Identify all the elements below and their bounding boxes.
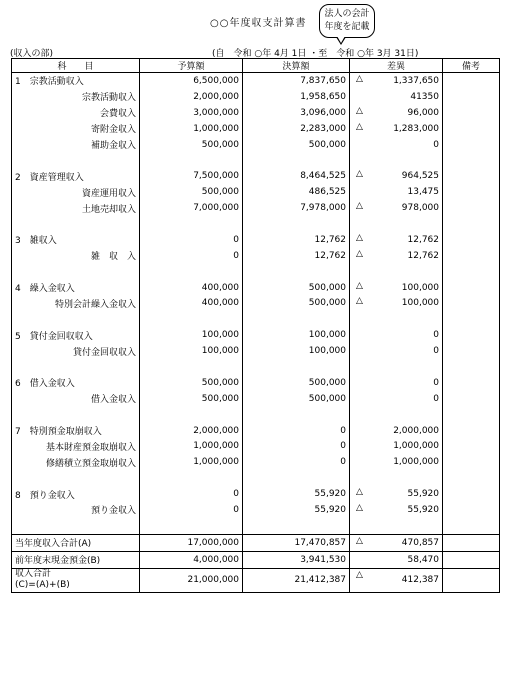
difference-value: 1,283,000 [393, 123, 439, 134]
table-row [12, 248, 500, 264]
row-label-line-2: (C)=(A)+(B) [15, 580, 70, 591]
empty-cell [443, 152, 500, 168]
actual-cell: 55,920 [243, 486, 350, 502]
difference-value: 1,000,000 [393, 441, 439, 452]
blank-row [12, 216, 500, 232]
empty-cell [350, 359, 443, 375]
empty-cell [443, 216, 500, 232]
actual-cell: 500,000 [243, 375, 350, 391]
actual-cell: 3,941,530 [243, 551, 350, 568]
empty-cell [243, 407, 350, 423]
actual-cell: 500,000 [243, 137, 350, 153]
difference-cell [350, 327, 443, 343]
row-label: 8 預り金収入 [12, 486, 140, 502]
actual-cell: 2,283,000 [243, 121, 350, 137]
table-row [12, 343, 500, 359]
table-row [12, 438, 500, 454]
difference-value: 58,470 [407, 554, 439, 565]
actual-cell: 500,000 [243, 391, 350, 407]
actual-cell: 100,000 [243, 343, 350, 359]
budget-cell: 0 [140, 232, 243, 248]
empty-cell [350, 518, 443, 534]
budget-cell: 17,000,000 [140, 534, 243, 551]
remarks-cell [443, 375, 500, 391]
actual-cell: 3,096,000 [243, 105, 350, 121]
header-budget: 予算額 [140, 59, 243, 73]
header-actual: 決算額 [243, 59, 350, 73]
callout-pointer-fill [337, 36, 345, 43]
empty-cell [443, 470, 500, 486]
remarks-cell [443, 295, 500, 311]
difference-value: 0 [433, 377, 439, 388]
difference-value: 12,762 [407, 234, 439, 245]
difference-cell [350, 454, 443, 470]
table-row [12, 534, 500, 551]
actual-cell: 21,412,387 [243, 568, 350, 592]
difference-value: 96,000 [407, 107, 439, 118]
difference-value: 0 [433, 346, 439, 357]
header-remarks: 備考 [443, 59, 500, 73]
actual-cell: 17,470,857 [243, 534, 350, 551]
row-label: 1 宗教活動収入 [12, 73, 140, 89]
row-label: 特別会計繰入金収入 [12, 295, 140, 311]
negative-marker: △ [356, 280, 363, 291]
remarks-cell [443, 200, 500, 216]
actual-cell: 55,920 [243, 502, 350, 518]
table-row [12, 295, 500, 311]
empty-cell [443, 407, 500, 423]
blank-row [12, 359, 500, 375]
empty-cell [243, 359, 350, 375]
annotation-callout [319, 4, 375, 38]
empty-cell [12, 264, 140, 280]
blank-row [12, 152, 500, 168]
remarks-cell [443, 248, 500, 264]
budget-cell: 0 [140, 248, 243, 264]
budget-cell: 3,000,000 [140, 105, 243, 121]
actual-cell: 0 [243, 454, 350, 470]
empty-cell [443, 359, 500, 375]
empty-cell [350, 470, 443, 486]
negative-marker: △ [356, 232, 363, 243]
difference-cell [350, 551, 443, 568]
difference-cell [350, 486, 443, 502]
callout-line-1: 法人の会計 [324, 9, 370, 19]
empty-cell [12, 152, 140, 168]
budget-cell: 6,500,000 [140, 73, 243, 89]
actual-cell: 7,837,650 [243, 73, 350, 89]
difference-cell [350, 343, 443, 359]
row-label: 会費収入 [12, 105, 140, 121]
empty-cell [12, 216, 140, 232]
negative-marker: △ [356, 121, 363, 132]
difference-value: 100,000 [401, 282, 439, 293]
budget-cell: 0 [140, 502, 243, 518]
row-label: 資産運用収入 [12, 184, 140, 200]
remarks-cell [443, 502, 500, 518]
blank-row [12, 407, 500, 423]
difference-cell [350, 534, 443, 551]
empty-cell [350, 264, 443, 280]
table-row [12, 423, 500, 439]
row-label: 宗教活動収入 [12, 89, 140, 105]
difference-cell [350, 232, 443, 248]
difference-value: 55,920 [407, 489, 439, 500]
budget-cell: 1,000,000 [140, 438, 243, 454]
budget-cell: 21,000,000 [140, 568, 243, 592]
income-statement-table [11, 58, 500, 593]
callout-line-2: 年度を記載 [324, 22, 370, 32]
empty-cell [12, 407, 140, 423]
actual-cell: 8,464,525 [243, 168, 350, 184]
row-label: 3 雑収入 [12, 232, 140, 248]
remarks-cell [443, 423, 500, 439]
row-label: 2 資産管理収入 [12, 168, 140, 184]
difference-value: 2,000,000 [393, 425, 439, 436]
remarks-cell [443, 454, 500, 470]
empty-cell [12, 359, 140, 375]
row-label: 5 貸付金回収収入 [12, 327, 140, 343]
empty-cell [140, 311, 243, 327]
difference-cell [350, 105, 443, 121]
difference-cell [350, 200, 443, 216]
difference-value: 0 [433, 393, 439, 404]
negative-marker: △ [356, 169, 363, 180]
difference-value: 0 [433, 139, 439, 150]
remarks-cell [443, 343, 500, 359]
remarks-cell [443, 568, 500, 592]
difference-cell [350, 568, 443, 592]
table-row [12, 327, 500, 343]
row-label: 6 借入金収入 [12, 375, 140, 391]
actual-cell: 500,000 [243, 280, 350, 296]
row-label: 当年度収入合計(A) [12, 534, 140, 551]
budget-cell: 7,500,000 [140, 168, 243, 184]
difference-cell [350, 280, 443, 296]
difference-value: 100,000 [401, 298, 439, 309]
empty-cell [140, 359, 243, 375]
difference-value: 978,000 [401, 203, 439, 214]
negative-marker: △ [356, 296, 363, 307]
table-row [12, 200, 500, 216]
budget-cell: 2,000,000 [140, 89, 243, 105]
remarks-cell [443, 168, 500, 184]
row-label: 前年度末現金預金(B) [12, 551, 140, 568]
row-label: 補助金収入 [12, 137, 140, 153]
difference-cell [350, 391, 443, 407]
empty-cell [350, 216, 443, 232]
difference-cell [350, 375, 443, 391]
budget-cell: 1,000,000 [140, 121, 243, 137]
table-row [12, 105, 500, 121]
negative-marker: △ [356, 201, 363, 212]
budget-cell: 100,000 [140, 343, 243, 359]
empty-cell [350, 407, 443, 423]
negative-marker: △ [356, 569, 363, 580]
difference-value: 41350 [410, 91, 439, 102]
blank-row [12, 311, 500, 327]
fiscal-period: (自 令和 ○年 4月 1日 ・至 令和 ○年 3月 31日) [212, 49, 419, 59]
actual-cell: 486,525 [243, 184, 350, 200]
empty-cell [443, 518, 500, 534]
remarks-cell [443, 105, 500, 121]
budget-cell: 400,000 [140, 280, 243, 296]
actual-cell: 100,000 [243, 327, 350, 343]
header-item: 科 目 [12, 59, 140, 73]
actual-cell: 12,762 [243, 248, 350, 264]
negative-marker: △ [356, 248, 363, 259]
row-label: 基本財産預金取崩収入 [12, 438, 140, 454]
remarks-cell [443, 280, 500, 296]
difference-cell [350, 295, 443, 311]
row-label: 預り金収入 [12, 502, 140, 518]
remarks-cell [443, 121, 500, 137]
actual-cell: 0 [243, 438, 350, 454]
empty-cell [12, 311, 140, 327]
blank-row [12, 470, 500, 486]
remarks-cell [443, 73, 500, 89]
remarks-cell [443, 391, 500, 407]
difference-value: 1,000,000 [393, 457, 439, 468]
row-label: 7 特別預金取崩収入 [12, 423, 140, 439]
table-row [12, 168, 500, 184]
budget-cell: 100,000 [140, 327, 243, 343]
budget-cell: 1,000,000 [140, 454, 243, 470]
difference-cell [350, 137, 443, 153]
negative-marker: △ [356, 503, 363, 514]
table-row [12, 568, 500, 592]
table-row [12, 137, 500, 153]
table-row [12, 184, 500, 200]
difference-cell [350, 121, 443, 137]
actual-cell: 500,000 [243, 295, 350, 311]
difference-cell [350, 89, 443, 105]
difference-cell [350, 184, 443, 200]
empty-cell [243, 518, 350, 534]
negative-marker: △ [356, 487, 363, 498]
row-label: 4 繰入金収入 [12, 280, 140, 296]
table-row [12, 375, 500, 391]
remarks-cell [443, 184, 500, 200]
remarks-cell [443, 534, 500, 551]
row-label [12, 568, 140, 592]
empty-cell [12, 518, 140, 534]
difference-cell [350, 168, 443, 184]
document-title: ○○年度収支計算書 [210, 18, 307, 29]
row-label: 貸付金回収収入 [12, 343, 140, 359]
budget-cell: 2,000,000 [140, 423, 243, 439]
empty-cell [140, 470, 243, 486]
table-row [12, 502, 500, 518]
remarks-cell [443, 551, 500, 568]
table-body [12, 73, 500, 593]
negative-marker: △ [356, 535, 363, 546]
empty-cell [140, 518, 243, 534]
budget-cell: 4,000,000 [140, 551, 243, 568]
header-difference: 差異 [350, 59, 443, 73]
row-label: 借入金収入 [12, 391, 140, 407]
empty-cell [243, 311, 350, 327]
blank-row [12, 264, 500, 280]
budget-cell: 500,000 [140, 184, 243, 200]
difference-cell [350, 423, 443, 439]
remarks-cell [443, 232, 500, 248]
difference-cell [350, 502, 443, 518]
table-row [12, 391, 500, 407]
empty-cell [243, 216, 350, 232]
row-label: 土地売却収入 [12, 200, 140, 216]
table-row [12, 486, 500, 502]
row-label: 雑 収 入 [12, 248, 140, 264]
remarks-cell [443, 89, 500, 105]
remarks-cell [443, 327, 500, 343]
blank-row [12, 518, 500, 534]
empty-cell [350, 311, 443, 327]
difference-value: 12,762 [407, 250, 439, 261]
row-label: 修繕積立預金取崩収入 [12, 454, 140, 470]
empty-cell [443, 311, 500, 327]
table-row [12, 454, 500, 470]
section-label: (収入の部) [10, 49, 54, 59]
actual-cell: 7,978,000 [243, 200, 350, 216]
actual-cell: 12,762 [243, 232, 350, 248]
difference-cell [350, 73, 443, 89]
empty-cell [350, 152, 443, 168]
actual-cell: 1,958,650 [243, 89, 350, 105]
empty-cell [443, 264, 500, 280]
empty-cell [140, 216, 243, 232]
difference-value: 1,337,650 [393, 75, 439, 86]
difference-cell [350, 248, 443, 264]
budget-cell: 0 [140, 486, 243, 502]
table-row [12, 551, 500, 568]
row-label: 寄附金収入 [12, 121, 140, 137]
actual-cell: 0 [243, 423, 350, 439]
empty-cell [140, 407, 243, 423]
difference-value: 470,857 [401, 537, 439, 548]
difference-value: 412,387 [401, 575, 439, 586]
empty-cell [140, 264, 243, 280]
table-row [12, 89, 500, 105]
budget-cell: 500,000 [140, 137, 243, 153]
difference-cell [350, 438, 443, 454]
empty-cell [140, 152, 243, 168]
table-row [12, 280, 500, 296]
remarks-cell [443, 486, 500, 502]
table-row [12, 73, 500, 89]
negative-marker: △ [356, 105, 363, 116]
table-header-row [12, 59, 500, 73]
empty-cell [243, 152, 350, 168]
negative-marker: △ [356, 74, 363, 84]
remarks-cell [443, 137, 500, 153]
difference-value: 55,920 [407, 504, 439, 515]
remarks-cell [443, 438, 500, 454]
row-label-line-1: 収入合計 [15, 569, 52, 580]
empty-cell [243, 264, 350, 280]
difference-value: 13,475 [407, 187, 439, 198]
empty-cell [12, 470, 140, 486]
table-row [12, 232, 500, 248]
difference-value: 0 [433, 330, 439, 341]
budget-cell: 7,000,000 [140, 200, 243, 216]
empty-cell [243, 470, 350, 486]
budget-cell: 400,000 [140, 295, 243, 311]
budget-cell: 500,000 [140, 391, 243, 407]
difference-value: 964,525 [401, 171, 439, 182]
budget-cell: 500,000 [140, 375, 243, 391]
table-row [12, 121, 500, 137]
